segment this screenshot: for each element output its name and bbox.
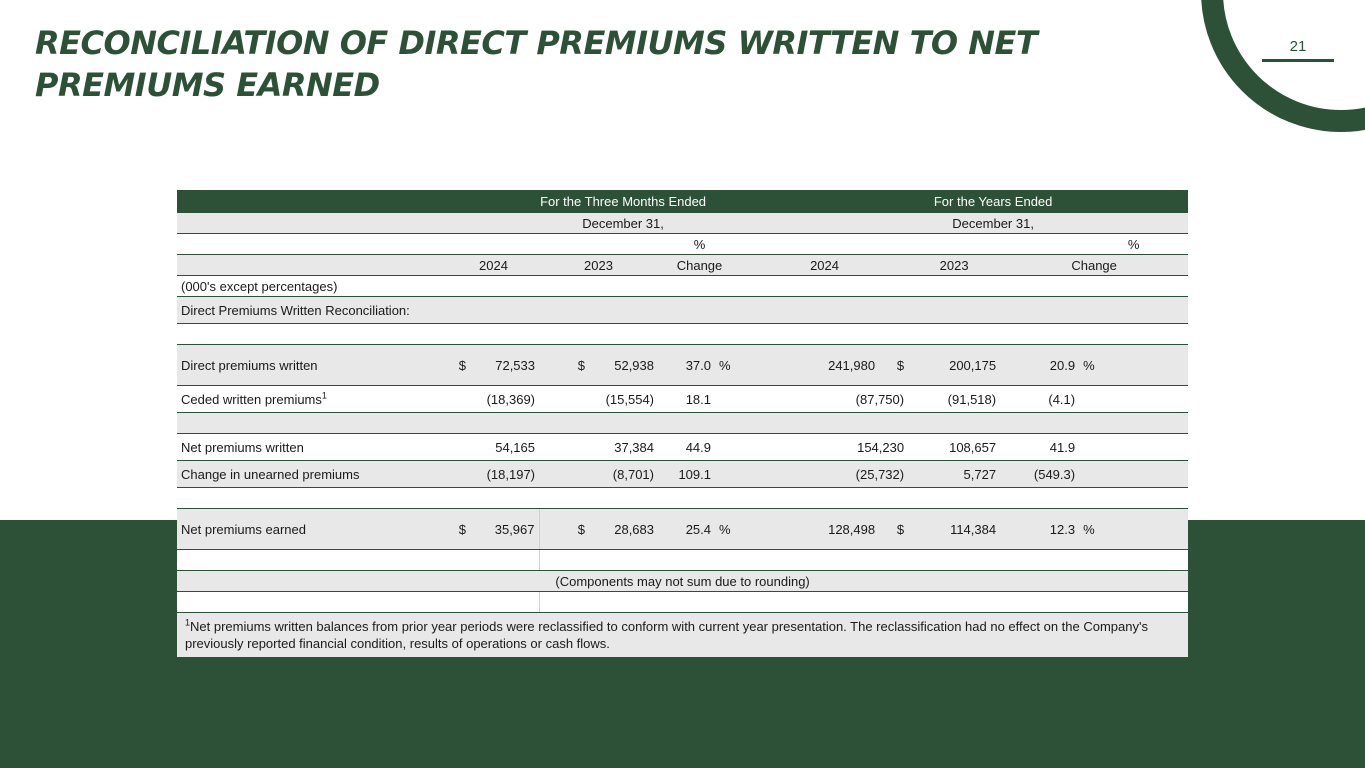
y-2023-value: 200,175 <box>908 345 1000 386</box>
q-2023-value: 37,384 <box>539 434 658 461</box>
three-months-header: For the Three Months Ended <box>448 190 798 213</box>
page-title: RECONCILIATION OF DIRECT PREMIUMS WRITTEN TO NET PREMIUMS EARNED <box>35 24 1038 104</box>
y-2024-value: (25,732) <box>798 461 908 488</box>
section-label: Direct Premiums Written Reconciliation: <box>177 297 1188 324</box>
y-2024-value: 241,980 <box>798 345 879 386</box>
footnote-marker: 1 <box>185 617 191 628</box>
footnote-marker: 1 <box>321 390 327 401</box>
spacer-row <box>177 413 1188 434</box>
years-date: December 31, <box>798 213 1188 234</box>
page-number: 21 <box>1289 38 1307 55</box>
col-y-2024: 2024 <box>741 255 908 276</box>
y-2023-value: 5,727 <box>908 461 1000 488</box>
footnote-text: Net premiums written balances from prior year periods were reclassified to conform with current year presentation. The reclassification had no effect on the Company's previously reported financial condition, results of operations or cash flows. <box>185 619 1148 651</box>
y-pct-symbol: % <box>1079 345 1113 386</box>
table-row-direct-premiums <box>177 345 1188 386</box>
decorative-ring-icon <box>1201 0 1365 132</box>
q-2023-value: 52,938 <box>589 345 658 386</box>
rounding-note: (Components may not sum due to rounding) <box>177 571 1188 592</box>
three-months-date: December 31, <box>448 213 798 234</box>
q-2023-value: (15,554) <box>539 386 658 413</box>
section-label-row <box>177 297 1188 324</box>
col-q-change: Change <box>658 255 741 276</box>
q-change-value: 37.0 <box>658 345 715 386</box>
y-2024-value: 154,230 <box>798 434 908 461</box>
y-2023-value: 108,657 <box>908 434 1000 461</box>
q-pct-symbol: % <box>715 345 741 386</box>
q-change-value: 25.4 <box>658 509 715 550</box>
q-pct-symbol: % <box>715 509 741 550</box>
table-row-net-earned <box>177 509 1188 550</box>
currency-symbol: $ <box>879 345 908 386</box>
row-label: Net premiums written <box>177 434 448 461</box>
footnote-row <box>177 613 1188 658</box>
years-header: For the Years Ended <box>798 190 1188 213</box>
y-2023-value: (91,518) <box>908 386 1000 413</box>
q-2024-value: 72,533 <box>470 345 539 386</box>
currency-symbol: $ <box>448 509 470 550</box>
column-header-row <box>177 255 1188 276</box>
y-pct-symbol: % <box>1079 509 1113 550</box>
currency-symbol: $ <box>879 509 908 550</box>
three-months-pct-symbol: % <box>658 234 741 255</box>
row-label: Net premiums earned <box>177 509 448 550</box>
y-change-value: (4.1) <box>1000 386 1079 413</box>
table-row-unearned <box>177 461 1188 488</box>
spacer-row <box>177 324 1188 345</box>
q-2024-value: (18,369) <box>448 386 539 413</box>
y-2023-value: 114,384 <box>908 509 1000 550</box>
spacer-row <box>177 550 1188 571</box>
reconciliation-table <box>177 190 1188 658</box>
q-2023-value: 28,683 <box>589 509 658 550</box>
y-change-value: (549.3) <box>1000 461 1079 488</box>
currency-symbol: $ <box>539 345 589 386</box>
q-2024-value: (18,197) <box>448 461 539 488</box>
date-row <box>177 213 1188 234</box>
units-note: (000's except percentages) <box>177 276 1188 297</box>
spacer-row <box>177 488 1188 509</box>
row-label: Change in unearned premiums <box>177 461 448 488</box>
q-change-value: 44.9 <box>658 434 715 461</box>
q-2024-value: 54,165 <box>448 434 539 461</box>
table-row-net-written <box>177 434 1188 461</box>
spacer-row <box>177 592 1188 613</box>
page-number-underline <box>1262 59 1334 62</box>
q-change-value: 109.1 <box>658 461 715 488</box>
rounding-note-row <box>177 571 1188 592</box>
currency-symbol: $ <box>539 509 589 550</box>
q-2024-value: 35,967 <box>470 509 539 550</box>
col-y-2023: 2023 <box>908 255 1000 276</box>
y-2024-value: 128,498 <box>798 509 879 550</box>
col-q-2023: 2023 <box>539 255 658 276</box>
y-change-value: 12.3 <box>1000 509 1079 550</box>
col-q-2024: 2024 <box>448 255 539 276</box>
currency-symbol: $ <box>448 345 470 386</box>
row-label-text: Ceded written premiums <box>181 391 322 407</box>
percent-row <box>177 234 1188 255</box>
years-pct-symbol: % <box>1079 234 1188 255</box>
y-2024-value: (87,750) <box>798 386 908 413</box>
q-2023-value: (8,701) <box>539 461 658 488</box>
footnote <box>177 613 1188 658</box>
col-y-change: Change <box>1000 255 1188 276</box>
y-change-value: 20.9 <box>1000 345 1079 386</box>
units-note-row <box>177 276 1188 297</box>
row-label: Direct premiums written <box>177 345 448 386</box>
q-change-value: 18.1 <box>658 386 715 413</box>
table-row-ceded <box>177 386 1188 413</box>
row-label <box>177 386 448 413</box>
group-header-row <box>177 190 1188 213</box>
y-change-value: 41.9 <box>1000 434 1079 461</box>
